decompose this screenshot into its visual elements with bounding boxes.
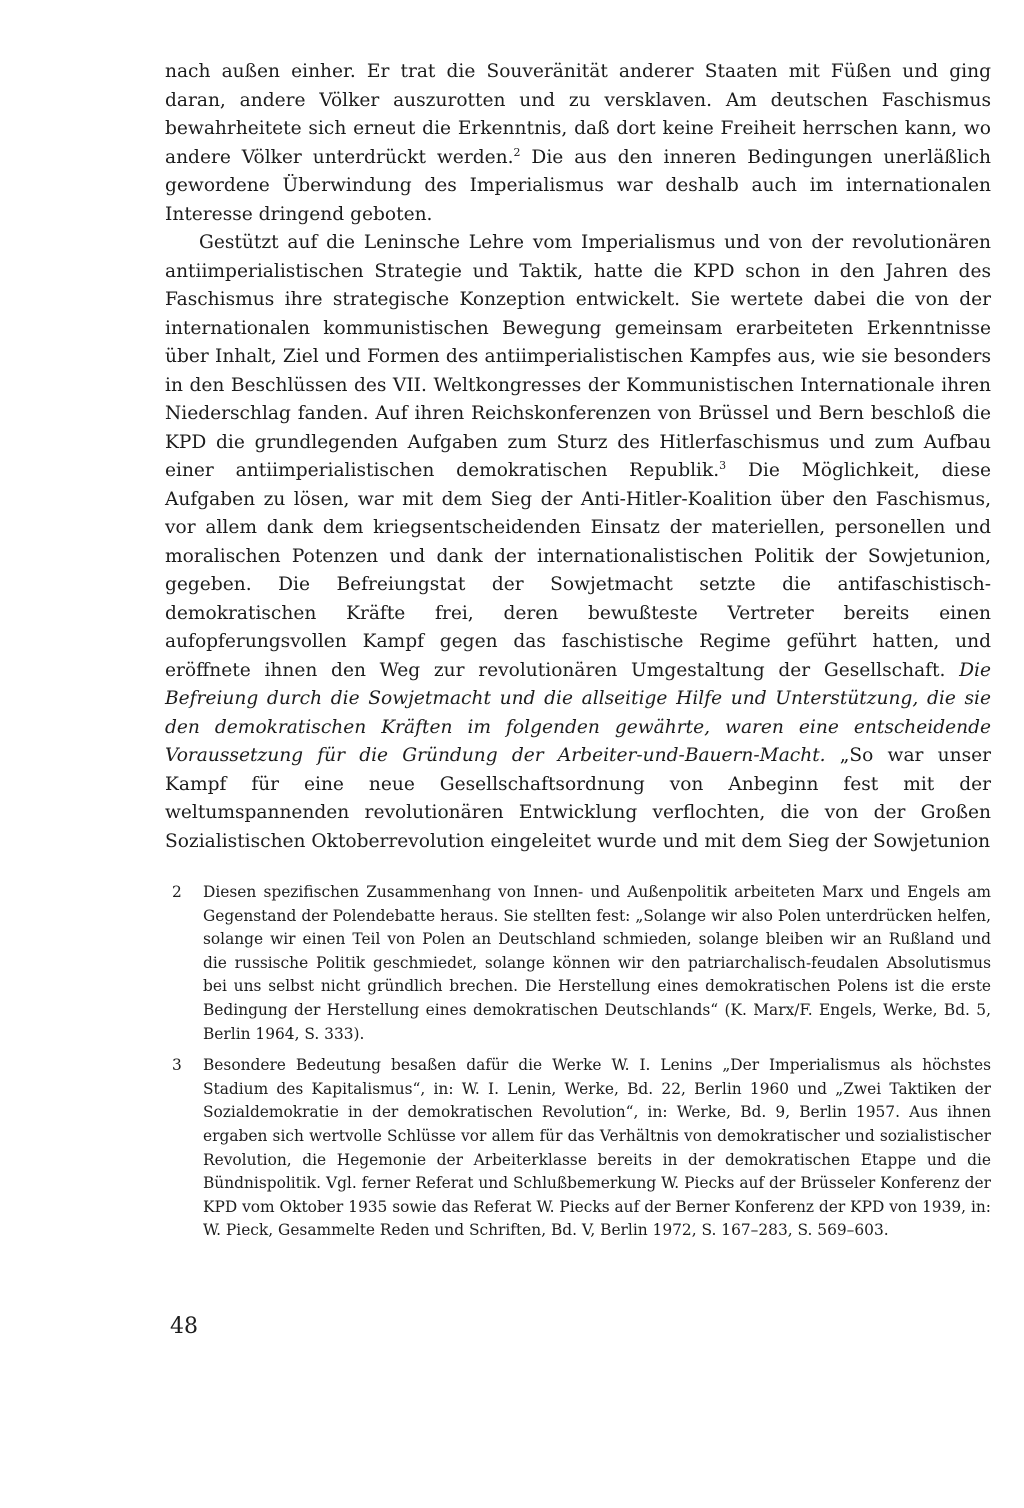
footnote-text: Diesen spezifischen Zusammenhang von Innen- und Außenpolitik arbeiteten Marx und Engels am Gegenstand der Polendebatte heraus. Sie stellten fest: „Solange wir also Polen unterdrücken helfen, solange wir einen Teil von Polen an Deutschland schmieden, solange bleiben wir an Rußland und die russische Politik geschmiedet, solange können wir den patriarchalisch-feudalen Absolutismus bei uns selbst nicht gründlich brechen. Die Herstellung eines demokratischen Polens ist die erste Bedingung der Herstellung eines demokratischen Deutschlands“ (K. Marx/F. Engels, Werke, Bd. 5, Berlin 1964, S. 333). <box>203 883 991 1043</box>
paragraph-2-text-c: „So war unser Kampf für eine neue Gesellschaftsordnung von Anbeginn fest mit der weltumspannenden revolutionären Entwicklung verflochten, die von der Großen Sozialistischen Oktoberrevolution eingeleitet wurde und mit dem Sieg der Sowjetunion <box>165 745 992 852</box>
paragraph-1 <box>165 58 991 229</box>
footnote-2 <box>165 881 991 1046</box>
footnote-ref-2[interactable]: 2 <box>513 145 521 159</box>
footnotes <box>165 881 991 1251</box>
paragraph-1-end: Die aus den inneren Bedingungen unerläßlich gewordene Überwindung des Imperialismus war deshalb auch im internationalen Interesse dringend geboten. <box>165 146 991 225</box>
paragraph-1-text: nach außen einher. Er trat die Souveränität anderer Staaten mit Füßen und ging daran, andere Völker auszurotten und zu versklaven. Am deutschen Faschismus bewahrheitete sich erneut die Erkenntnis, daß dort keine Freiheit herrschen kann, wo andere Völker unterdrückt werden. <box>165 61 991 168</box>
paragraph-2-italic: Die Befreiung durch die Sowjetmacht und die allseitige Hilfe und Unterstützung, die sie den demokratischen Kräften im folgenden gewährte, waren eine entscheidende Voraussetzung für die Gründung der Arbeiter-und-Bauern-Macht. <box>165 659 991 766</box>
footnote-ref-3[interactable]: 3 <box>719 459 727 472</box>
body-text <box>165 58 991 856</box>
footnote-number: 3 <box>172 1056 182 1075</box>
footnote-text: Besondere Bedeutung besaßen dafür die Werke W. I. Lenins „Der Imperialismus als höchstes Stadium des Kapitalismus“, in: W. I. Lenin, Werke, Bd. 22, Berlin 1960 und „Zwei Taktiken der Sozialdemokratie in der demokratischen Revolution“, in: Werke, Bd. 9, Berlin 1957. Aus ihnen ergaben sich wertvolle Schlüsse vor allem für das Verhältnis von demokratischer und sozialistischer Revolution, die Hegemonie der Arbeiterklasse bereits in der demokratischen Etappe und die Bündnispolitik. Vgl. ferner Referat und Schlußbemerkung W. Piecks auf der Brüsseler Konferenz der KPD vom Oktober 1935 sowie das Referat W. Piecks auf der Berner Konferenz der KPD von 1939, in: W. Pieck, Gesammelte Reden und Schriften, Bd. V, Berlin 1972, S. 167–283, S. 569–603. <box>203 1056 991 1240</box>
footnote-3 <box>165 1054 991 1243</box>
footnote-number: 2 <box>172 883 182 901</box>
page-number: 48 <box>170 1314 198 1339</box>
paragraph-2 <box>165 229 991 856</box>
paragraph-2-text-b: Die Möglichkeit, diese Aufgaben zu lösen, war mit dem Sieg der Anti-Hitler-Koalition über den Faschismus, vor allem dank dem kriegsentscheidenden Einsatz der materiellen, personellen und moralischen Potenzen und dank der internationalistischen Politik der Sowjetunion, gegeben. Die Befreiungstat der Sowjetmacht setzte die antifaschistisch-demokratischen Kräfte frei, deren bewußteste Vertreter bereits einen aufopferungsvollen Kampf gegen das faschistische Regime geführt hatten, und eröffnete ihnen den Weg zur revolutionären Umgestaltung der Gesellschaft. <box>165 460 991 681</box>
paragraph-2-text-a: Gestützt auf die Leninsche Lehre vom Imperialismus und von der revolutionären antiimperialistischen Strategie und Taktik, hatte die KPD schon in den Jahren des Faschismus ihre strategische Konzeption entwickelt. Sie wertete dabei die von der internationalen kommunistischen Bewegung gemeinsam erarbeiteten Erkenntnisse über Inhalt, Ziel und Formen des antiimperialistischen Kampfes aus, wie sie besonders in den Beschlüssen des VII. Weltkongresses der Kommunistischen Internationale ihren Niederschlag fanden. Auf ihren Reichskonferenzen von Brüssel und Bern beschloß die KPD die grundlegenden Aufgaben zum Sturz des Hitlerfaschismus und zum Aufbau einer antiimperialistischen demokratischen Republik. <box>165 232 991 481</box>
